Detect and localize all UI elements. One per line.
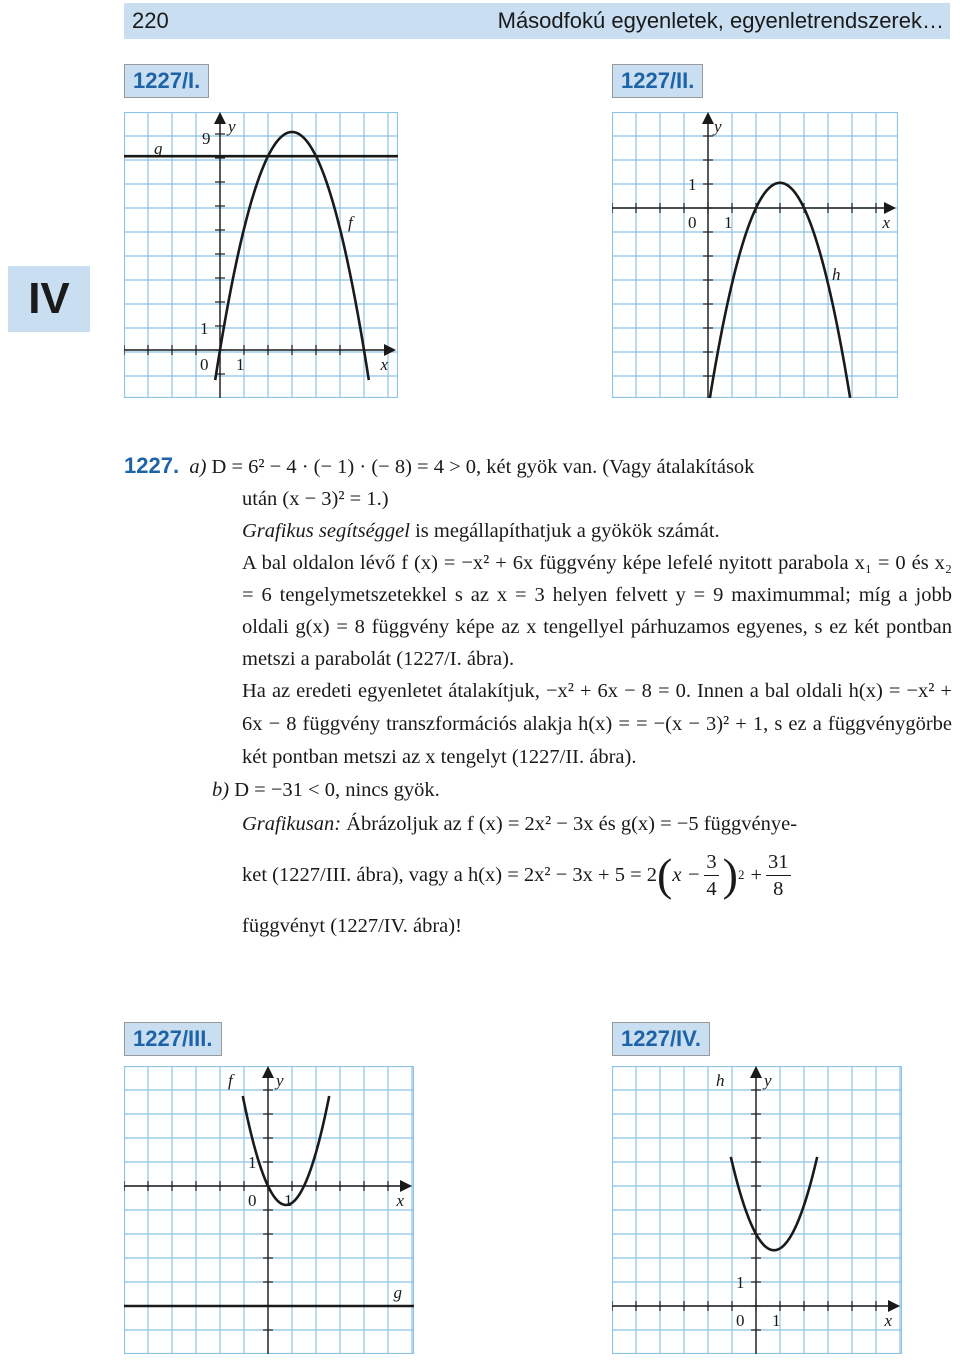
label-one: 1 (736, 1273, 745, 1292)
square-exponent: 2 (737, 867, 745, 882)
label-h: h (832, 265, 841, 284)
label-zero: 0 (736, 1311, 745, 1330)
right-paren: ) (722, 849, 738, 900)
line-a1 (124, 450, 952, 483)
chapter-tab: IV (8, 266, 90, 332)
y-axis-arrow-icon (750, 1066, 762, 1078)
label-zero: 0 (248, 1191, 257, 1210)
fraction-3-4-denominator: 4 (706, 877, 717, 900)
problem-number: 1227. (124, 453, 180, 478)
label-f: f (348, 213, 353, 232)
label-g: g (393, 1283, 402, 1302)
line-b2 (124, 808, 952, 840)
part-a-line2: után (x − 3)² = 1.) (242, 488, 389, 510)
label-nine: 9 (202, 129, 211, 148)
part-b-line2: Ábrázoljuk az f (x) = 2x² − 3x és g(x) = −5 függvénye- (341, 813, 798, 835)
part-a-label: a) (189, 456, 207, 478)
label-x-one: 1 (284, 1191, 293, 1210)
page-header (124, 3, 950, 39)
formula-x-minus: x − (672, 864, 701, 886)
fraction-3-4 (704, 849, 718, 902)
label-x-one: 1 (772, 1311, 781, 1330)
figure-label-4: 1227/IV. (612, 1022, 710, 1056)
fraction-3-4-numerator: 3 (704, 849, 718, 876)
label-x-one: 1 (236, 355, 245, 374)
solution-text (124, 450, 952, 942)
graphically-phrase: Grafikusan: (242, 813, 342, 835)
label-x: x (380, 355, 388, 374)
part-b-line4: függvényt (1227/IV. ábra)! (242, 915, 462, 937)
line-b1 (124, 774, 952, 806)
part-b-line1: D = −31 < 0, nincs gyök. (234, 779, 440, 801)
label-g: g (154, 139, 163, 158)
part-b-line3: ket (1227/III. ábra), vagy a h(x) = 2x² − 3x + 5 = 2 (242, 864, 658, 886)
left-paren: ( (657, 849, 673, 900)
figure-label-1: 1227/I. (124, 64, 209, 98)
graph-1227-IV (612, 1066, 902, 1354)
page-number: 220 (132, 8, 169, 33)
graphical-help-phrase: Grafikus segítséggel (242, 520, 410, 542)
part-a-paragraph2: A bal oldalon lévő f (x) = −x² + 6x függvény képe lefelé nyitott parabola x₁ = 0 és x₂ = 6 tengelymetszetekkel s az x = 3 helyen felvett y = 9 maximummal; míg a jobb oldali g(x) = 8 függvény képe az x tengellyel párhuzamos egyenes, s ez két pontban metszi a parabolát (1227/I. ábra). (242, 552, 952, 670)
label-x: x (884, 1311, 892, 1330)
label-one: 1 (248, 1153, 257, 1172)
plus-sign: + (750, 864, 763, 886)
chapter-title: Másodfokú egyenletek, egyenletrendszerek… (497, 8, 944, 33)
label-y: y (276, 1071, 284, 1090)
formula-line (124, 840, 952, 910)
label-y: y (228, 117, 236, 136)
label-y: y (764, 1071, 772, 1090)
grid-frame (613, 113, 898, 398)
line-a3 (124, 515, 952, 547)
figure-label-2: 1227/II. (612, 64, 703, 98)
label-x: x (882, 213, 890, 232)
label-zero: 0 (200, 355, 209, 374)
label-zero: 0 (688, 213, 697, 232)
part-a-line3: is megállapíthatjuk a gyökök számát. (409, 520, 720, 542)
graph-1227-III (124, 1066, 414, 1354)
part-a-paragraph3: Ha az eredeti egyenletet átalakítjuk, −x² + 6x − 8 = 0. Innen a bal oldali h(x) = −x² + 6x − 8 függvény transzformációs alakja h(x) = = −(x − 3)² + 1, s ez a függvénygörbe két pontban metszi az x tengelyt (1227/II. ábra). (242, 680, 952, 768)
label-f: f (228, 1071, 233, 1090)
figure-label-3: 1227/III. (124, 1022, 222, 1056)
label-y: y (714, 117, 722, 136)
label-h: h (716, 1071, 725, 1090)
fraction-31-8 (766, 849, 791, 902)
part-b-label: b) (212, 779, 230, 801)
y-axis-arrow-icon (702, 112, 714, 124)
label-one: 1 (200, 319, 209, 338)
fraction-31-8-numerator: 31 (766, 849, 791, 876)
fraction-31-8-denominator: 8 (773, 877, 784, 900)
y-axis-arrow-icon (214, 112, 226, 124)
y-axis-arrow-icon (262, 1066, 274, 1078)
part-a-line1: D = 6² − 4 · (− 1) · (− 8) = 4 > 0, két gyök van. (Vagy átalakítások (211, 456, 755, 478)
label-one: 1 (688, 175, 697, 194)
graph-1227-II (612, 112, 898, 398)
graph-1227-I (124, 112, 398, 398)
label-x-one: 1 (724, 213, 733, 232)
label-x: x (396, 1191, 404, 1210)
